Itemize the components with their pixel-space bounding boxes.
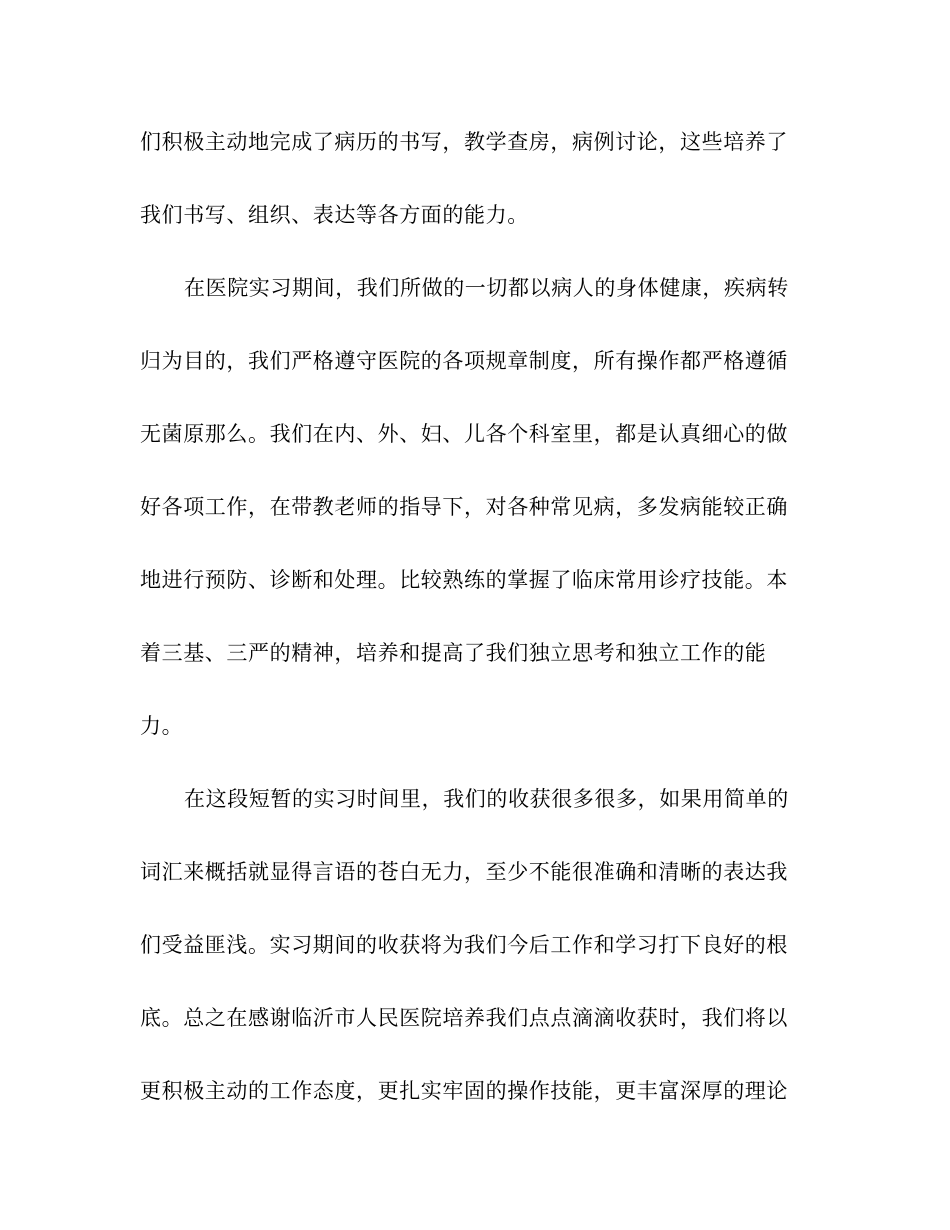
text-line: 着三基、三严的精神，培养和提高了我们独立思考和独立工作的能 bbox=[140, 641, 767, 665]
text-line: 好各项工作，在带教老师的指导下，对各种常见病，多发病能较正确 bbox=[140, 495, 788, 519]
text-line: 我们书写、组织、表达等各方面的能力。 bbox=[140, 203, 529, 227]
text-line: 们受益匪浅。实习期间的收获将为我们今后工作和学习打下良好的根 bbox=[140, 933, 788, 957]
paragraph-start-line: 在医院实习期间，我们所做的一切都以病人的身体健康，疾病转 bbox=[184, 276, 789, 300]
text-line: 无菌原那么。我们在内、外、妇、儿各个科室里，都是认真细心的做 bbox=[140, 422, 788, 446]
text-line: 底。总之在感谢临沂市人民医院培养我们点点滴滴收获时，我们将以 bbox=[140, 1006, 788, 1030]
text-line: 归为目的，我们严格遵守医院的各项规章制度，所有操作都严格遵循 bbox=[140, 349, 788, 373]
text-line: 们积极主动地完成了病历的书写，教学查房，病例讨论，这些培养了 bbox=[140, 130, 788, 154]
text-line: 力。 bbox=[140, 714, 184, 738]
text-line: 地进行预防、诊断和处理。比较熟练的掌握了临床常用诊疗技能。本 bbox=[140, 568, 788, 592]
text-line: 词汇来概括就显得言语的苍白无力，至少不能很准确和清晰的表达我 bbox=[140, 860, 788, 884]
paragraph-start-line: 在这段短暂的实习时间里，我们的收获很多很多，如果用简单的 bbox=[184, 787, 789, 811]
text-line: 更积极主动的工作态度，更扎实牢固的操作技能，更丰富深厚的理论 bbox=[140, 1079, 788, 1103]
